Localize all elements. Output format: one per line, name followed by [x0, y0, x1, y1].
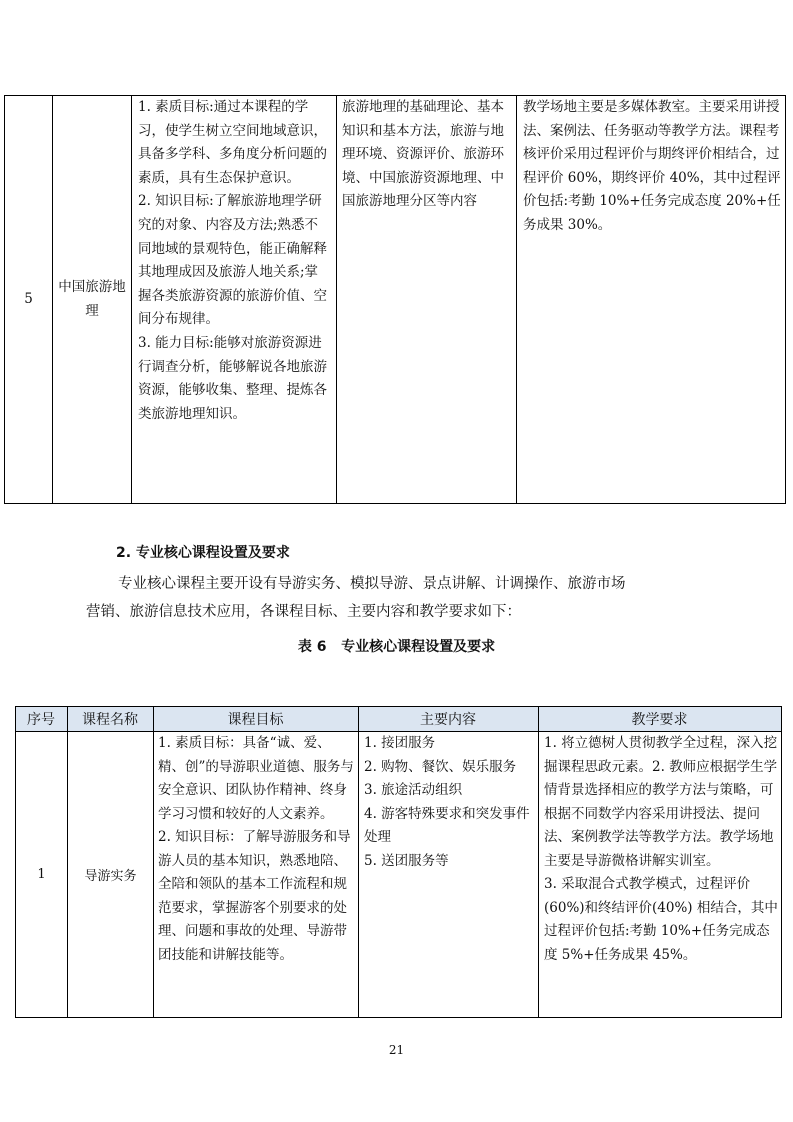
- table-header-content: 主要内容: [358, 707, 538, 731]
- table-cell-course-name: 导游实务: [84, 869, 137, 884]
- table-header-index: 序号: [15, 707, 67, 731]
- table-top-border: [131, 95, 132, 504]
- table-top-border: [336, 95, 337, 504]
- table-bottom-border: [358, 706, 359, 1018]
- table-cell-goals: 1. 素质目标：具备“诚、爱、精、创”的导游职业道德、服务与安全意识、团队协作精神、终身学习习惯和较好的人文素养。 2. 知识目标：了解导游服务和导游人员的基本知识，熟悉地陪、全陪和领队的基本工作流程和规范要求，掌握游客个别要求的处理、问题和事故的处理、导游带团技能和讲解技能等。: [158, 735, 354, 963]
- table-cell-index: 1: [37, 867, 46, 882]
- table-cell-content: 旅游地理的基础理论、基本知识和基本方法，旅游与地理环境、资源评价、旅游环境、中国旅游资源地理、中国旅游地理分区等内容: [342, 99, 504, 210]
- table-header-goals: 课程目标: [153, 707, 358, 731]
- table-header-course-name: 课程名称: [67, 707, 153, 731]
- table-cell-requirements: 1. 将立德树人贯彻教学全过程，深入挖掘课程思政元素。2. 教师应根据学生学情背景选择相应的教学方法与策略，可根据不同数学内容采用讲授法、提问法、案例教学法等教学方法。教学场地主要是导游微格讲解实训室。 3. 采取混合式教学模式，过程评价(60%)和终结评价(40%) 相结合，其中过程评价包括:考勤 10%+任务完成态度 5%+任务成果 45%。: [544, 735, 778, 963]
- table-bottom-border: [538, 706, 539, 1018]
- table-cell-course-name: 中国旅游地理: [58, 278, 126, 319]
- section-paragraph-line-1: 专业核心课程主要开设有导游实务、模拟导游、景点讲解、计调操作、旅游市场: [118, 576, 626, 592]
- table-top-border: [4, 503, 786, 504]
- table-cell-requirements: 教学场地主要是多媒体教室。主要采用讲授法、案例法、任务驱动等教学方法。课程考核评价采用过程评价与期终评价相结合，过程评价 60%，期终评价 40%，其中过程评价包括:考勤 10%+任务完成态度 20%+任务成果 30%。: [523, 99, 781, 233]
- table-cell-index: 5: [24, 290, 33, 307]
- table-cell-goals: 1. 素质目标:通过本课程的学习，使学生树立空间地域意识，具备多学科、多角度分析问题的素质，具有生态保护意识。 2. 知识目标:了解旅游地理学研究的对象、内容及方法;熟悉不同地域的景观特色，能正确解释其地理成因及旅游人地关系;掌握各类旅游资源的旅游价值、空间分布规律。 3. 能力目标:能够对旅游资源进行调查分析，能够解说各地旅游资源，能够收集、整理、提炼各类旅游地理知识。: [138, 99, 327, 422]
- table-cell-content: 1. 接团服务 2. 购物、餐饮、娱乐服务 3. 旅途活动组织 4. 游客特殊要求和突发事件处理 5. 送团服务等: [364, 735, 530, 869]
- table-bottom-border: [153, 706, 154, 1018]
- table-bottom-border: [15, 1017, 782, 1018]
- table-bottom-border: [781, 706, 782, 1018]
- table-bottom-border: [15, 706, 782, 707]
- table-top-border: [785, 95, 786, 504]
- table-top-border: [52, 95, 53, 504]
- table-header-requirements: 教学要求: [538, 707, 781, 731]
- section-heading: 2. 专业核心课程设置及要求: [116, 545, 290, 561]
- table-top-border: [516, 95, 517, 504]
- page-number: 21: [388, 1043, 405, 1057]
- section-paragraph-line-2: 营销、旅游信息技术应用，各课程目标、主要内容和教学要求如下：: [86, 604, 521, 620]
- table-caption: 表 6 专业核心课程设置及要求: [297, 639, 496, 655]
